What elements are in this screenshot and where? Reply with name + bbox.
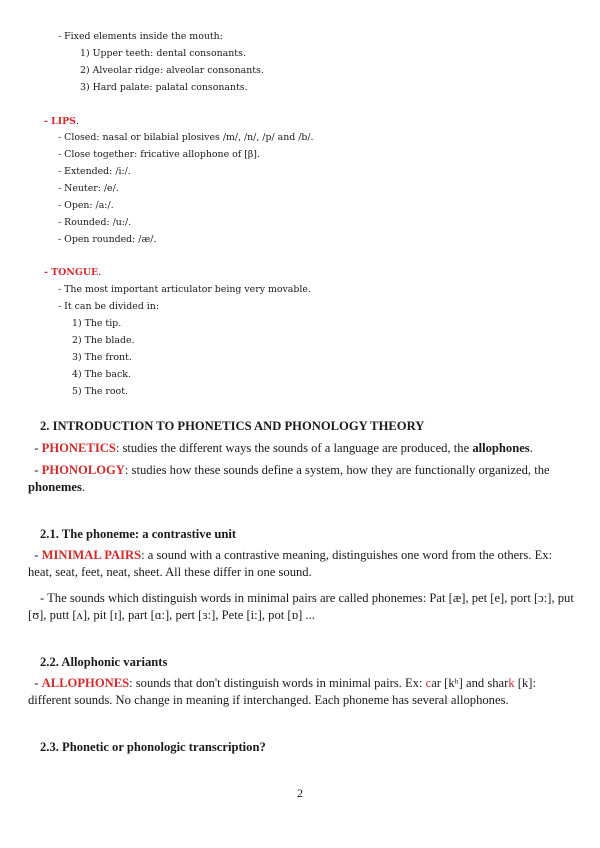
tongue-part: 4) The back. <box>72 369 131 380</box>
lips-item: - Extended: /i:/. <box>58 166 131 177</box>
phonetics-text: : studies the different ways the sounds of a language are produced, the <box>115 441 473 455</box>
phonology-paragraph: - PHONOLOGY: studies how these sounds define a system, how they are functionally organized, the phonemes. <box>28 463 550 494</box>
tongue-title: TONGUE <box>51 267 99 278</box>
allophones-paragraph: - ALLOPHONES: sounds that don't distinguish words in minimal pairs. Ex: car [kʰ] and shark [k]: different sounds. No change in meaning if interchanged. Each phoneme has several allophones. <box>28 676 536 707</box>
car-rest: ar [kʰ] and shar <box>431 676 509 690</box>
phonology-text: : studies how these sounds define a system, how they are functionally organized, the <box>124 463 550 477</box>
tongue-part: 3) The front. <box>72 352 132 363</box>
lips-item: - Close together: fricative allophone of [β]. <box>58 149 260 160</box>
minimal-pairs-text: : a sound with a contrastive meaning, distinguishes one word from the others. Ex: heat, seat, feet, neat, sheet. All these differ in one sound. <box>28 548 553 579</box>
page-number: 2 <box>297 786 303 800</box>
section-2-1-heading: 2.1. The phoneme: a contrastive unit <box>40 527 237 541</box>
lips-item: - Open: /a:/. <box>58 200 114 211</box>
tongue-dash: - <box>44 267 52 278</box>
tongue-item: - It can be divided in: <box>58 301 160 312</box>
minimal-pairs-term: MINIMAL PAIRS <box>41 548 142 562</box>
tongue-heading <box>44 267 101 278</box>
phonetics-term: PHONETICS <box>41 441 116 455</box>
minimal-pairs-paragraph: - MINIMAL PAIRS: a sound with a contrastive meaning, distinguishes one word from the others. Ex: heat, seat, feet, neat, sheet. All these differ in one sound. <box>28 548 553 579</box>
shark-highlight: k <box>508 676 515 690</box>
section-2-2-heading: 2.2. Allophonic variants <box>40 655 168 669</box>
tongue-part: 1) The tip. <box>72 318 122 329</box>
phonology-term: PHONOLOGY <box>41 463 125 477</box>
lips-dash: - <box>44 116 52 127</box>
section-2-heading: 2. INTRODUCTION TO PHONETICS AND PHONOLOGY THEORY <box>40 419 425 433</box>
mouth-item: 2) Alveolar ridge: alveolar consonants. <box>80 65 264 76</box>
allophones-term: ALLOPHONES <box>41 676 130 690</box>
mouth-item: 3) Hard palate: palatal consonants. <box>80 82 248 93</box>
allophones-text-1: : sounds that don't distinguish words in minimal pairs. Ex: <box>129 676 426 690</box>
car-highlight: c <box>425 676 432 690</box>
phonetics-end: . <box>529 441 533 455</box>
allophones-text-2: [k]: different sounds. No change in meaning if interchanged. Each phoneme has several allophones. <box>28 676 536 707</box>
phonetics-paragraph: - PHONETICS: studies the different ways the sounds of a language are produced, the allophones. <box>28 441 533 455</box>
lips-period: . <box>75 116 79 127</box>
phonology-end: . <box>81 480 86 494</box>
phonology-bold: phonemes <box>28 480 82 494</box>
lips-item: - Closed: nasal or bilabial plosives /m/, /n/, /p/ and /b/. <box>58 132 314 143</box>
tongue-part: 5) The root. <box>72 386 128 397</box>
phonetics-bold: allophones <box>472 441 530 455</box>
lips-title: LIPS <box>51 116 76 127</box>
mouth-heading: - Fixed elements inside the mouth: <box>58 31 223 42</box>
phonemes-paragraph: - The sounds which distinguish words in minimal pairs are called phonemes: Pat [æ], pet [e], port [ɔ:], put [ʊ], putt [ʌ], pit [ɪ], part [ɑ:], pert [ɜ:], Pete [i:], pot [ɒ] ... <box>28 591 574 622</box>
lips-item: - Rounded: /u:/. <box>58 217 132 228</box>
lips-heading <box>44 116 79 127</box>
tongue-item: - The most important articulator being very movable. <box>58 284 311 295</box>
section-2-3-heading: 2.3. Phonetic or phonologic transcription? <box>40 740 266 754</box>
tongue-part: 2) The blade. <box>72 335 135 346</box>
lips-item: - Open rounded: /æ/. <box>58 234 157 245</box>
tongue-period: . <box>98 267 102 278</box>
lips-item: - Neuter: /e/. <box>58 183 119 194</box>
mouth-item: 1) Upper teeth: dental consonants. <box>80 48 246 59</box>
